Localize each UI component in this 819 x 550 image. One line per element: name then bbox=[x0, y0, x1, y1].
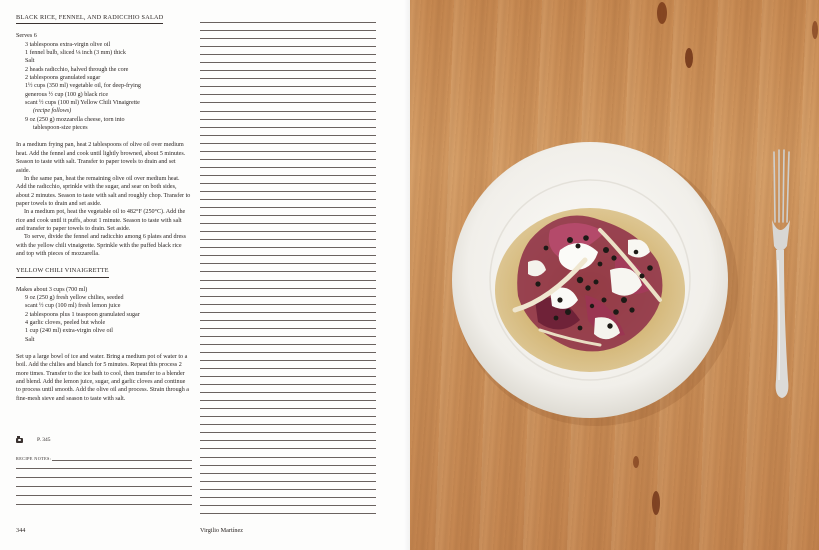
ruled-line bbox=[200, 223, 376, 231]
ingredient-item: 4 garlic cloves, peeled but whole bbox=[25, 320, 106, 326]
ruled-line bbox=[200, 360, 376, 368]
ingredient-item: 2 heads radicchio, halved through the core bbox=[25, 66, 129, 73]
ingredient-item-continued: tablespoon-size pieces bbox=[33, 125, 88, 132]
ruled-line bbox=[200, 271, 376, 279]
ruled-line bbox=[200, 352, 376, 360]
ruled-line bbox=[200, 207, 376, 215]
ruled-line bbox=[200, 46, 376, 54]
photo-page-ref: P. 345 bbox=[37, 437, 51, 443]
ruled-line bbox=[200, 167, 376, 175]
ruled-line bbox=[200, 432, 376, 440]
ruled-line bbox=[200, 497, 376, 505]
ruled-line bbox=[200, 328, 376, 336]
ruled-line bbox=[200, 143, 376, 151]
ruled-line bbox=[200, 489, 376, 497]
page-number: 344 bbox=[16, 527, 26, 534]
ruled-line bbox=[200, 135, 376, 143]
notes-line bbox=[52, 460, 192, 461]
ruled-line bbox=[200, 231, 376, 239]
ingredient-item: scant ½ cups (100 ml) Yellow Chili Vinaigrette bbox=[25, 100, 140, 107]
recipe-notes-label: RECIPE NOTES: bbox=[16, 456, 52, 461]
ruled-line bbox=[200, 255, 376, 263]
ruled-line bbox=[200, 38, 376, 46]
notes-line bbox=[16, 477, 192, 486]
ingredient-item: 9 oz (250 g) fresh yellow chilies, seeded bbox=[25, 294, 124, 301]
ruled-line bbox=[200, 86, 376, 94]
food-photo bbox=[410, 0, 819, 550]
ruled-line bbox=[200, 119, 376, 127]
recipe-title: BLACK RICE, FENNEL, AND RADICCHIO SALAD bbox=[16, 14, 163, 24]
ruled-line bbox=[200, 175, 376, 183]
vinaigrette-ingredients bbox=[16, 294, 191, 344]
method-paragraph: In the same pan, heat the remaining olive oil over medium heat. Add the radicchio, sprinkle with the sugar, and sear on both sides, about 2 minutes. Season to taste with salt and roughly chop. Transfer to paper towels to drain and set aside. bbox=[16, 175, 191, 207]
ruled-line bbox=[200, 505, 376, 513]
method-paragraph: To serve, divide the fennel and radicchio among 6 plates and dress with the yellow chili vinaigrette. Sprinkle with the puffed black rice and top with pieces of mozzarella. bbox=[16, 234, 187, 257]
recipe-method bbox=[16, 141, 191, 258]
photo-reference bbox=[16, 437, 50, 443]
ruled-line bbox=[200, 424, 376, 432]
ruled-notes-column bbox=[200, 22, 376, 521]
vinaigrette-yield: Makes about 3 cups (700 ml) bbox=[16, 286, 88, 293]
running-head: Virgilio Martínez bbox=[200, 527, 243, 534]
ingredient-item: 1 fennel bulb, sliced ⅛ inch (3 mm) thick bbox=[25, 50, 126, 57]
ruled-line bbox=[200, 70, 376, 78]
recipe-notes-lines bbox=[16, 468, 192, 513]
ingredient-item: 9 oz (250 g) mozzarella cheese, torn into bbox=[25, 116, 125, 123]
ruled-line bbox=[200, 78, 376, 86]
ruled-line bbox=[200, 457, 376, 465]
ruled-line bbox=[200, 239, 376, 247]
ruled-line bbox=[200, 191, 376, 199]
ruled-line bbox=[200, 263, 376, 271]
ruled-line bbox=[200, 408, 376, 416]
ruled-line bbox=[200, 304, 376, 312]
ruled-line bbox=[200, 320, 376, 328]
ingredient-item: 3 tablespoons extra-virgin olive oil bbox=[25, 41, 111, 48]
ruled-line bbox=[200, 54, 376, 62]
camera-icon bbox=[16, 438, 23, 443]
ruled-line bbox=[200, 368, 376, 376]
food-photo-illustration bbox=[410, 0, 819, 550]
ingredient-item: scant ½ cup (100 ml) fresh lemon juice bbox=[25, 303, 121, 310]
ingredient-item: 1½ cups (350 ml) vegetable oil, for deep-frying bbox=[25, 83, 141, 90]
fork bbox=[772, 150, 790, 398]
ruled-line bbox=[200, 62, 376, 70]
ingredient-item: Salt bbox=[25, 58, 35, 65]
ruled-line bbox=[200, 94, 376, 102]
ruled-line bbox=[200, 30, 376, 38]
ingredient-item: generous ½ cup (100 g) black rice bbox=[25, 91, 109, 98]
notes-line bbox=[16, 504, 192, 513]
notes-line bbox=[16, 468, 192, 477]
ruled-line bbox=[200, 127, 376, 135]
ruled-line bbox=[200, 111, 376, 119]
method-paragraph: In a medium frying pan, heat 2 tablespoons of olive oil over medium heat. Add the fennel and cook until lightly browned, about 5 minutes. Season to taste with salt. Transfer to paper towels to drain and set aside. bbox=[16, 142, 186, 174]
ruled-line bbox=[200, 473, 376, 481]
vinaigrette-title: YELLOW CHILI VINAIGRETTE bbox=[16, 267, 109, 277]
ruled-line bbox=[200, 159, 376, 167]
ruled-line bbox=[200, 465, 376, 473]
method-paragraph: In a medium pot, heat the vegetable oil to 482°F (250°C). Add the rice and cook until it puffs, about 1 minute. Season to taste with salt and transfer to paper towels to drain. Set aside. bbox=[16, 209, 186, 232]
ruled-line bbox=[200, 312, 376, 320]
ruled-line bbox=[200, 296, 376, 304]
ruled-line bbox=[200, 247, 376, 255]
vinaigrette-method: Set up a large bowl of ice and water. Bring a medium pot of water to a boil. Add the chilies and blanch for 5 minutes. Repeat this process 2 more times. Transfer to the ice bath to cool, then transfer to a blender and blend. Add the lemon juice, sugar, and garlic cloves and continue to process until smooth. Add the olive oil and process. Strain through a fine-mesh sieve and season to taste with salt. bbox=[16, 354, 189, 402]
ingredient-item-continued: (recipe follows) bbox=[33, 108, 72, 115]
ruled-line bbox=[200, 344, 376, 352]
ruled-line bbox=[200, 448, 376, 456]
recipe-serves: Serves 6 bbox=[16, 33, 37, 40]
recipe-column bbox=[16, 14, 191, 403]
ingredient-item: 2 tablespoons plus 1 teaspoon granulated sugar bbox=[25, 311, 140, 318]
ruled-line bbox=[200, 215, 376, 223]
ruled-line bbox=[200, 183, 376, 191]
ruled-line bbox=[200, 513, 376, 521]
notes-line bbox=[16, 486, 192, 495]
ruled-line bbox=[200, 400, 376, 408]
ruled-line bbox=[200, 280, 376, 288]
ruled-line bbox=[200, 392, 376, 400]
ingredient-item: Salt bbox=[25, 336, 35, 343]
ruled-line bbox=[200, 199, 376, 207]
recipe-ingredients bbox=[16, 41, 191, 133]
ruled-line bbox=[200, 336, 376, 344]
ingredient-item: 1 cup (240 ml) extra-virgin olive oil bbox=[25, 328, 113, 335]
ruled-line bbox=[200, 102, 376, 110]
ruled-line bbox=[200, 440, 376, 448]
notes-line bbox=[16, 495, 192, 504]
ruled-line bbox=[200, 384, 376, 392]
ruled-line bbox=[200, 481, 376, 489]
ingredient-item: 2 tablespoons granulated sugar bbox=[25, 75, 101, 82]
ruled-line bbox=[200, 376, 376, 384]
ruled-line bbox=[200, 288, 376, 296]
ruled-line bbox=[200, 151, 376, 159]
ruled-line bbox=[200, 416, 376, 424]
ruled-line bbox=[200, 22, 376, 30]
